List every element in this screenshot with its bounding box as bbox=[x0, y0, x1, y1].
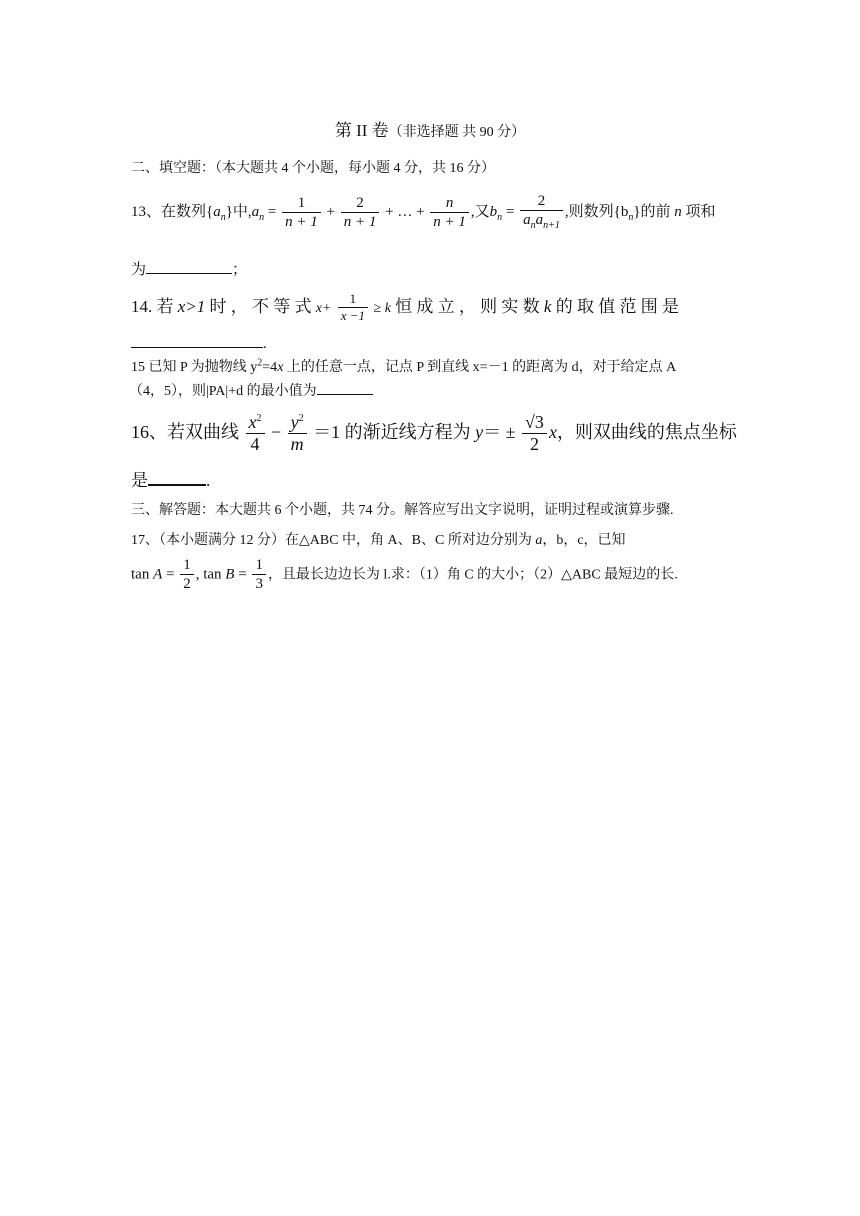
q16-y: y bbox=[475, 421, 484, 442]
q16-frac-2-den: m bbox=[288, 433, 307, 456]
question-14 bbox=[131, 292, 679, 324]
q16-f1-x: x bbox=[248, 412, 257, 432]
question-13-answer-line bbox=[131, 258, 247, 279]
q14-x: x+ bbox=[315, 301, 332, 316]
q13-answer-blank[interactable] bbox=[146, 259, 232, 274]
q13-den-a2: a bbox=[535, 212, 544, 229]
q13-a2: a bbox=[251, 204, 260, 221]
q14-prefix: 14. 若 bbox=[131, 297, 178, 316]
q15-sup: 2 bbox=[257, 357, 263, 369]
q13-plus2: + … + bbox=[381, 204, 429, 221]
q17-A: A bbox=[153, 566, 163, 583]
q13-frac-2 bbox=[341, 195, 380, 231]
q16-frac-2-num bbox=[288, 412, 307, 433]
q17-eq: = bbox=[162, 566, 179, 583]
q13-frac-1-num: 1 bbox=[297, 194, 306, 211]
q13-line2-post: ； bbox=[232, 262, 248, 278]
q13-den-s1: n bbox=[530, 220, 536, 232]
q13-frac-3-den: n + 1 bbox=[430, 212, 469, 231]
q13-frac-2-num: 2 bbox=[356, 194, 364, 211]
q17-frac-b bbox=[252, 557, 266, 593]
q13-tail-c: 项和 bbox=[685, 204, 716, 221]
q13-frac-b-den bbox=[520, 210, 563, 232]
q16-tail: ，则双曲线的焦点坐标 bbox=[556, 421, 737, 442]
q14-frac-num: 1 bbox=[349, 291, 357, 307]
q17-B: B bbox=[225, 566, 235, 583]
q14-tail: 恒 成 立 ， 则 实 数 bbox=[390, 297, 544, 316]
q13-tail-a: ,则数列{b bbox=[564, 204, 629, 221]
q17-frac-b-num: 1 bbox=[255, 557, 263, 573]
q13-n2: n bbox=[259, 212, 265, 224]
q17-line1-a: 17、（本小题满分 12 分）在△ABC 中，角 A、B、C 所对边分别为 bbox=[131, 533, 536, 548]
q13-b: b bbox=[489, 204, 498, 221]
question-13 bbox=[131, 193, 716, 232]
q16-line2-pre: 是 bbox=[131, 471, 148, 490]
q13-tail-var: n bbox=[670, 204, 686, 221]
question-16-answer-line bbox=[131, 466, 210, 491]
q13-tail-b: }的前 bbox=[633, 204, 671, 221]
question-15 bbox=[131, 356, 676, 376]
q14-cond: x>1 bbox=[177, 297, 206, 316]
q14-answer-blank[interactable] bbox=[131, 333, 263, 348]
q17-frac-a bbox=[180, 557, 194, 593]
q13-frac-2-den: n + 1 bbox=[341, 212, 380, 231]
q16-eq1: ＝1 的渐近线方程为 bbox=[308, 421, 476, 442]
q13-set-open: { bbox=[206, 204, 214, 221]
q14-frac-den: x −1 bbox=[338, 307, 368, 324]
q13-frac-1-den: n + 1 bbox=[282, 212, 321, 231]
q17-frac-a-den: 2 bbox=[180, 574, 194, 593]
q15-c: 上的任意一点，记点 P 到直线 x=－1 的距离为 d，对于给定点 A bbox=[283, 360, 677, 375]
section-title bbox=[0, 116, 860, 141]
q14-k: k bbox=[384, 301, 391, 316]
q17-frac-a-num: 1 bbox=[183, 557, 191, 573]
q17-va: a bbox=[535, 533, 543, 548]
q16-minus: − bbox=[266, 421, 286, 442]
fill-in-heading: 二、填空题：（本大题共 4 个小题，每小题 4 分，共 16 分） bbox=[131, 161, 495, 176]
question-15-line2 bbox=[129, 380, 373, 400]
q16-line2-post: . bbox=[206, 471, 211, 490]
q16-pm: ＝ ± bbox=[483, 421, 521, 442]
q13-tail-n: n bbox=[628, 212, 634, 224]
q15-x: x bbox=[277, 360, 284, 375]
q14-mid: 时 ， 不 等 式 bbox=[205, 297, 316, 316]
q13-den-a1: a bbox=[523, 212, 531, 229]
q14-end: . bbox=[263, 336, 267, 352]
q13-eq: = bbox=[264, 204, 281, 221]
title-main: 第 II 卷 bbox=[334, 121, 389, 140]
q16-frac-root bbox=[522, 412, 547, 455]
q13-you: ,又 bbox=[470, 204, 490, 221]
question-14-answer-line bbox=[131, 333, 267, 353]
q16-f2-sup: 2 bbox=[298, 413, 304, 424]
q16-prefix: 16、若双曲线 bbox=[131, 421, 239, 442]
q17-tanB: , tan bbox=[195, 566, 226, 583]
q16-frac-1 bbox=[246, 412, 265, 455]
question-16 bbox=[131, 412, 737, 455]
q17-frac-b-den: 3 bbox=[252, 574, 266, 593]
q15-line2: （4，5），则|PA|+d 的最小值为 bbox=[129, 384, 317, 399]
q13-line2-pre: 为 bbox=[131, 262, 147, 278]
q16-answer-blank[interactable] bbox=[148, 470, 206, 486]
title-sub: （非选择题 共 90 分） bbox=[388, 125, 526, 140]
answer-section-heading: 三、解答题：本大题共 6 个小题，共 74 分。解答应写出文字说明，证明过程或演算步骤. bbox=[131, 503, 674, 518]
question-17 bbox=[131, 529, 626, 549]
q16-f2-y: y bbox=[290, 412, 299, 432]
q13-plus1: + bbox=[322, 204, 339, 221]
q14-frac bbox=[338, 292, 368, 324]
q15-a: 15 已知 P 为抛物线 y bbox=[131, 360, 258, 375]
q16-x: x bbox=[548, 421, 557, 442]
q13-frac-b bbox=[520, 193, 563, 232]
q13-frac-b-num: 2 bbox=[537, 193, 546, 209]
q13-frac-3 bbox=[430, 195, 469, 231]
q13-prefix: 13、在数列 bbox=[131, 204, 207, 221]
q16-f1-sup: 2 bbox=[256, 413, 262, 424]
q17-tanA: tan bbox=[131, 566, 154, 583]
q13-n: n bbox=[220, 212, 226, 224]
q14-k2: k bbox=[543, 297, 552, 316]
q17-tail: ，且最长边边长为 l.求：（1）角 C 的大小；（2）△ABC 最短边的长. bbox=[267, 567, 678, 583]
q13-den-s2: n+1 bbox=[543, 220, 560, 232]
q16-root-num: √3 bbox=[525, 412, 544, 432]
q17-sep1: ，b，c，已知 bbox=[542, 533, 626, 548]
q13-frac-3-num: n bbox=[445, 194, 454, 211]
q13-b-eq: = bbox=[502, 204, 519, 221]
q13-set-close: }中, bbox=[225, 204, 252, 221]
q16-frac-1-num bbox=[246, 412, 265, 433]
q16-root-den: 2 bbox=[522, 433, 547, 456]
q17-eq2: = bbox=[234, 566, 251, 583]
question-17-line2 bbox=[131, 557, 678, 593]
q13-a: a bbox=[213, 204, 221, 221]
q15-answer-blank[interactable] bbox=[317, 380, 373, 395]
q14-geq: ≥ bbox=[370, 301, 385, 316]
q16-frac-2 bbox=[288, 412, 307, 455]
q14-tail2: 的 取 值 范 围 是 bbox=[551, 297, 679, 316]
q13-frac-1 bbox=[282, 195, 321, 231]
q13-bn: n bbox=[497, 212, 503, 224]
q16-frac-1-den: 4 bbox=[246, 433, 265, 456]
q15-b: =4 bbox=[262, 360, 278, 375]
